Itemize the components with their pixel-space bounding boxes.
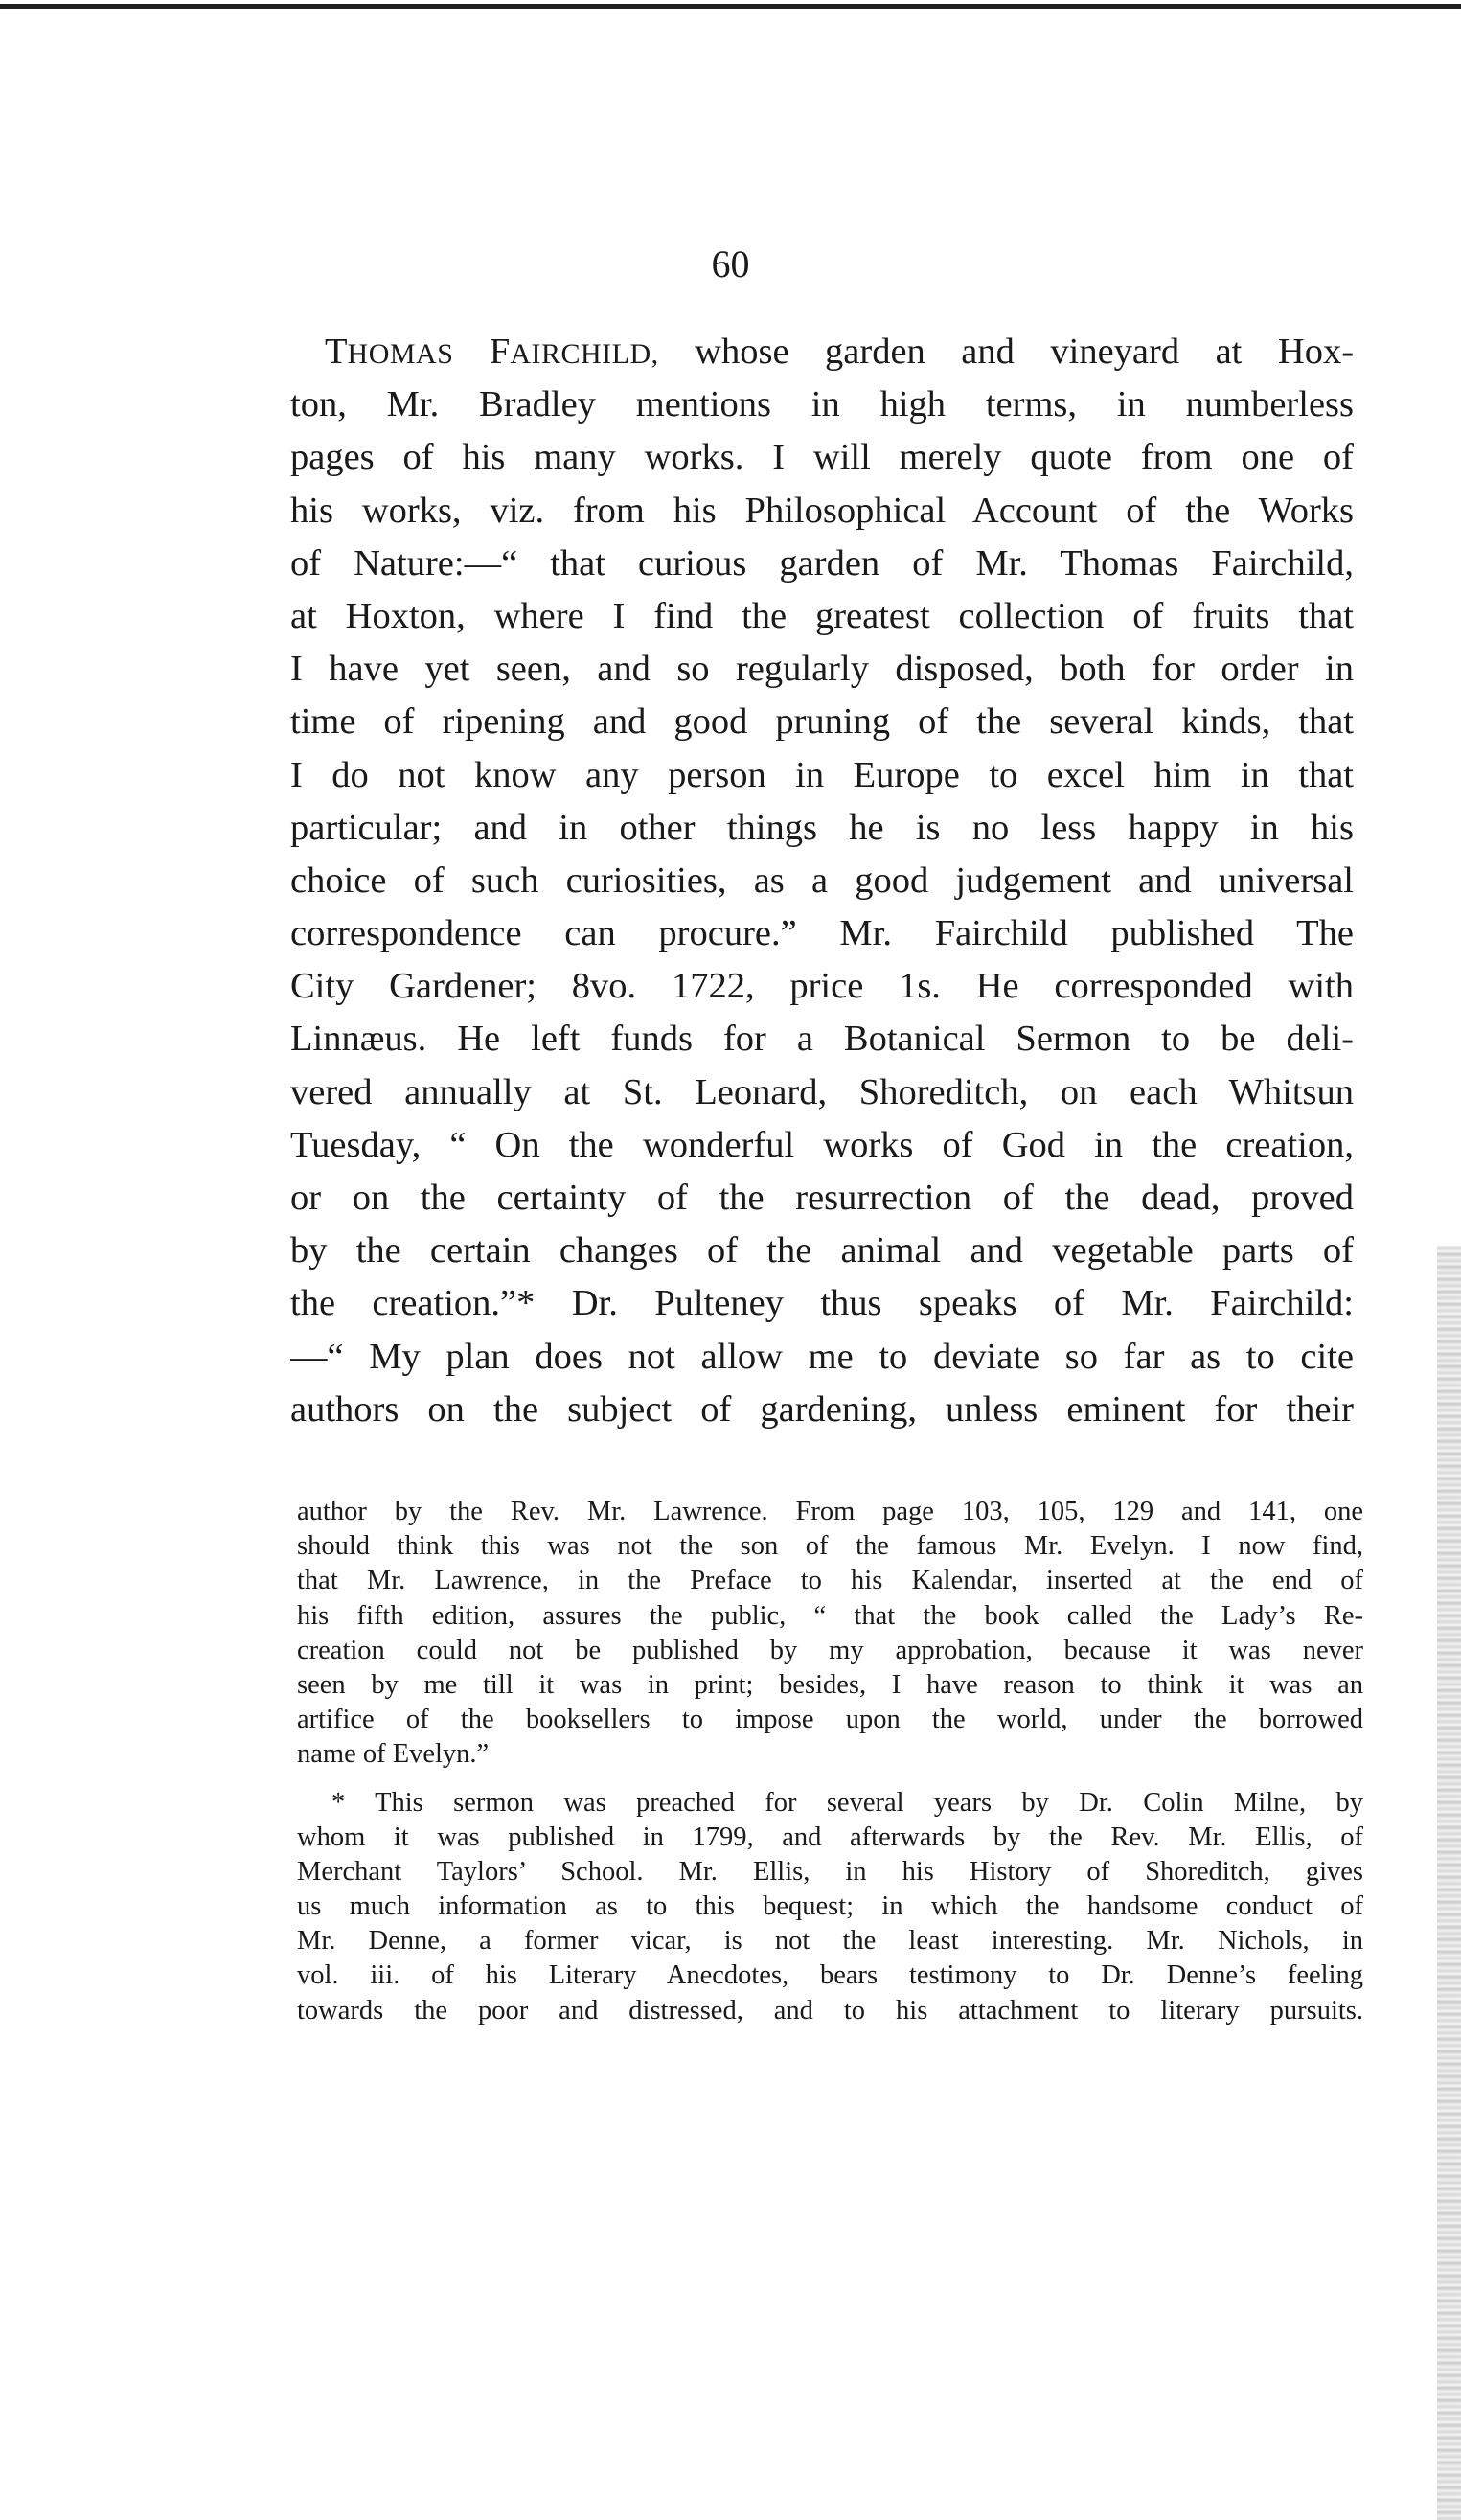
main-line: correspondence can procure.” Mr. Fairchild published The	[290, 913, 1354, 954]
footnote-star-line: whom it was published in 1799, and afterwards by the Rev. Mr. Ellis, of	[297, 1821, 1363, 1852]
footnote-line: seen by me till it was in print; besides, I have reason to think it was an	[297, 1669, 1363, 1700]
footnote-line: creation could not be published by my approbation, because it was never	[297, 1635, 1363, 1665]
footnote-line: that Mr. Lawrence, in the Preface to his Kalendar, inserted at the end of	[297, 1566, 1363, 1596]
main-line: at Hoxton, where I find the greatest collection of fruits that	[290, 595, 1354, 636]
top-border-rule	[0, 4, 1461, 9]
main-line: —“ My plan does not allow me to deviate so far as to cite	[290, 1336, 1354, 1377]
main-line: City Gardener; 8vo. 1722, price 1s. He corresponded with	[290, 966, 1354, 1007]
main-line: pages of his many works. I will merely quote from one of	[290, 437, 1354, 478]
footnote-star-line: towards the poor and distressed, and to his attachment to literary pursuits.	[297, 1995, 1363, 2026]
main-line: authors on the subject of gardening, unless eminent for their	[290, 1388, 1354, 1430]
main-line: the creation.”* Dr. Pulteney thus speaks of Mr. Fairchild:	[290, 1283, 1354, 1324]
footnote-line: author by the Rev. Mr. Lawrence. From page 103, 105, 129 and 141, one	[297, 1497, 1363, 1526]
footnote-line: name of Evelyn.”	[297, 1739, 490, 1770]
main-line: I have yet seen, and so regularly disposed, both for order in	[290, 649, 1354, 690]
footnote-star-line: Mr. Denne, a former vicar, is not the least interesting. Mr. Nichols, in	[297, 1926, 1363, 1957]
main-line: vered annually at St. Leonard, Shoreditch, on each Whitsun	[290, 1071, 1354, 1112]
main-line: time of ripening and good pruning of the several kinds, that	[290, 701, 1354, 743]
small-caps-name: T	[325, 332, 348, 372]
page-edge-shadow	[1437, 1246, 1461, 2520]
page-number: 60	[711, 242, 750, 286]
main-line: choice of such curiosities, as a good judgement and universal	[290, 859, 1354, 901]
main-line: Tuesday, “ On the wonderful works of God in the creation,	[290, 1124, 1354, 1165]
main-line-1: THOMAS FAIRCHILD, whose garden and vineyard at Hox-	[325, 332, 1354, 372]
main-line: I do not know any person in Europe to excel him in that	[290, 754, 1354, 795]
footnote-line: his fifth edition, assures the public, “ that the book called the Lady’s Re-	[297, 1600, 1363, 1631]
main-line: by the certain changes of the animal and vegetable parts of	[290, 1230, 1354, 1271]
main-line: of Nature:—“ that curious garden of Mr. Thomas Fairchild,	[290, 542, 1354, 584]
main-line: particular; and in other things he is no less happy in his	[290, 807, 1354, 848]
main-line: or on the certainty of the resurrection of the dead, proved	[290, 1178, 1354, 1218]
footnote-line: should think this was not the son of the famous Mr. Evelyn. I now find,	[297, 1531, 1363, 1562]
footnote-gap	[297, 1773, 1363, 1786]
footnotes	[297, 1495, 1363, 2028]
footnote-star-line: us much information as to this bequest; in which the handsome conduct of	[297, 1891, 1363, 1922]
footnote-line: artifice of the booksellers to impose upon the world, under the borrowed	[297, 1705, 1363, 1735]
main-line: ton, Mr. Bradley mentions in high terms, in numberless	[290, 384, 1354, 425]
footnote-star-line: vol. iii. of his Literary Anecdotes, bears testimony to Dr. Denne’s feeling	[297, 1960, 1363, 1991]
main-line: Linnæus. He left funds for a Botanical Sermon to be deli-	[290, 1019, 1354, 1060]
main-line: his works, viz. from his Philosophical Account of the Works	[290, 490, 1354, 531]
main-paragraph	[290, 326, 1354, 1436]
footnote-star-line: * This sermon was preached for several years by Dr. Colin Milne, by	[331, 1787, 1363, 1818]
footnote-star-line: Merchant Taylors’ School. Mr. Ellis, in his History of Shoreditch, gives	[297, 1856, 1363, 1887]
